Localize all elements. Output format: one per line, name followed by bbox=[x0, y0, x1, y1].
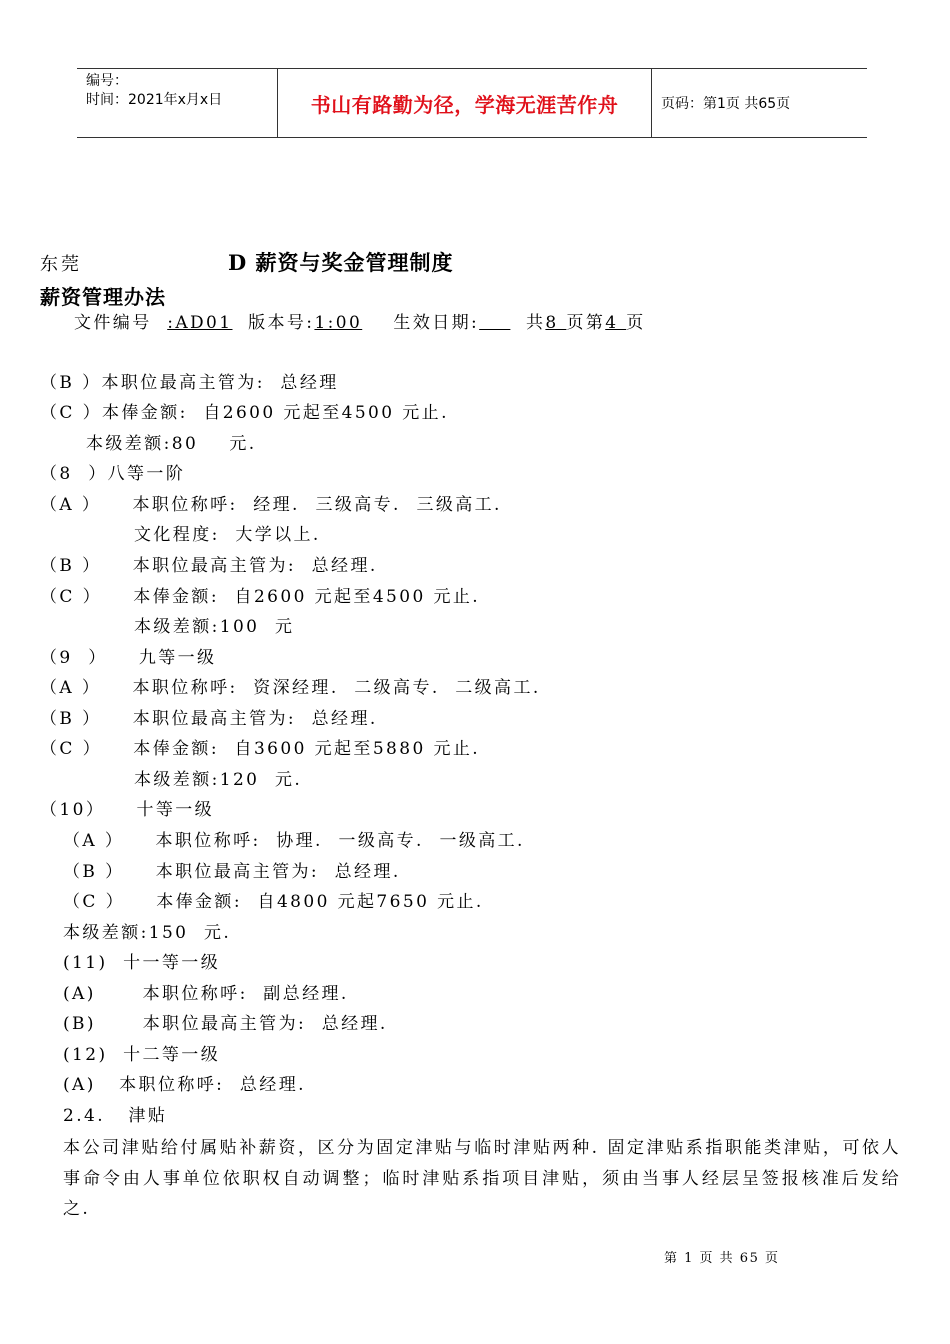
body-line: （C ）本俸金额: 自2600 元起至4500 元止. bbox=[40, 403, 449, 423]
meta-prefix: 文件编号 bbox=[74, 313, 168, 333]
page-footer bbox=[0, 1247, 950, 1266]
body-line: 本级差额:120 元. bbox=[134, 770, 303, 790]
body-line: (11) 十一等一级 bbox=[63, 953, 221, 973]
body-line: （B ） 本职位最高主管为: 总经理. bbox=[63, 862, 401, 882]
body-line: （A ） 本职位称呼: 资深经理. 二级高专. 二级高工. bbox=[40, 678, 541, 698]
body-line: （A ） 本职位称呼: 经理. 三级高专. 三级高工. bbox=[40, 495, 502, 515]
number-label: 编号： bbox=[86, 73, 128, 89]
total-pages: 8 bbox=[545, 313, 567, 333]
body-line: （8 ）八等一阶 bbox=[40, 464, 186, 484]
document-meta bbox=[74, 312, 646, 334]
body-line: （C ） 本俸金额: 自4800 元起7650 元止. bbox=[63, 892, 484, 912]
body-line: (A) 本职位称呼: 总经理. bbox=[63, 1075, 306, 1095]
body-line: （B ） 本职位最高主管为: 总经理. bbox=[40, 709, 378, 729]
version-label: 版本号: bbox=[232, 313, 315, 333]
footer-page-count: 第 1 页 共 65 页 bbox=[664, 1251, 780, 1266]
document-title: D 薪资与奖金管理制度 bbox=[228, 250, 454, 275]
body-line: （C ） 本俸金额: 自3600 元起至5880 元止. bbox=[40, 739, 481, 759]
company-name: 东莞 bbox=[40, 254, 82, 275]
body-line: （A ） 本职位称呼: 协理. 一级高专. 一级高工. bbox=[63, 831, 525, 851]
time-label: 时间：2021年x月x日 bbox=[86, 92, 223, 108]
version-value: 1:00 bbox=[314, 313, 363, 333]
allowance-paragraph: 本公司津贴给付属贴补薪资，区分为固定津贴与临时津贴两种. 固定津贴系指职能类津贴，可依人事命令由人事单位依职权自动调整；临时津贴系指项目津贴，须由当事人经层呈签报核准后发给之. bbox=[63, 1138, 901, 1219]
body-line: （9 ） 九等一级 bbox=[40, 648, 217, 668]
body-line: 本级差额:150 元. bbox=[63, 923, 232, 943]
page-label: 页第 bbox=[566, 313, 606, 333]
header-meta bbox=[77, 69, 278, 137]
body-line: （10） 十等一级 bbox=[40, 800, 215, 820]
total-label: 共 bbox=[510, 313, 546, 333]
document-subtitle: 薪资管理办法 bbox=[40, 285, 166, 309]
page-header bbox=[77, 68, 867, 138]
body-line: 本级差额:100 元 bbox=[134, 617, 295, 637]
body-line: 本级差额:80 元. bbox=[86, 434, 257, 454]
date-value bbox=[479, 313, 510, 333]
page-suffix: 页 bbox=[626, 313, 646, 333]
body-line: （B ）本职位最高主管为: 总经理 bbox=[40, 373, 339, 393]
date-label: 生效日期: bbox=[362, 313, 480, 333]
body-line: （C ） 本俸金额: 自2600 元起至4500 元止. bbox=[40, 587, 481, 607]
header-motto: 书山有路勤为径，学海无涯苦作舟 bbox=[278, 69, 652, 137]
page-number: 4 bbox=[605, 313, 627, 333]
header-page-info: 页码：第1页 共65页 bbox=[661, 96, 791, 112]
body-line: (B) 本职位最高主管为: 总经理. bbox=[63, 1014, 388, 1034]
body-line: （B ） 本职位最高主管为: 总经理. bbox=[40, 556, 378, 576]
body-line: (A) 本职位称呼: 副总经理. bbox=[63, 984, 349, 1004]
body-line: 文化程度: 大学以上. bbox=[134, 525, 321, 545]
section-heading: 2.4. 津贴 bbox=[63, 1106, 168, 1126]
doc-number: :AD01 bbox=[167, 313, 233, 333]
body-line: (12) 十二等一级 bbox=[63, 1045, 221, 1065]
